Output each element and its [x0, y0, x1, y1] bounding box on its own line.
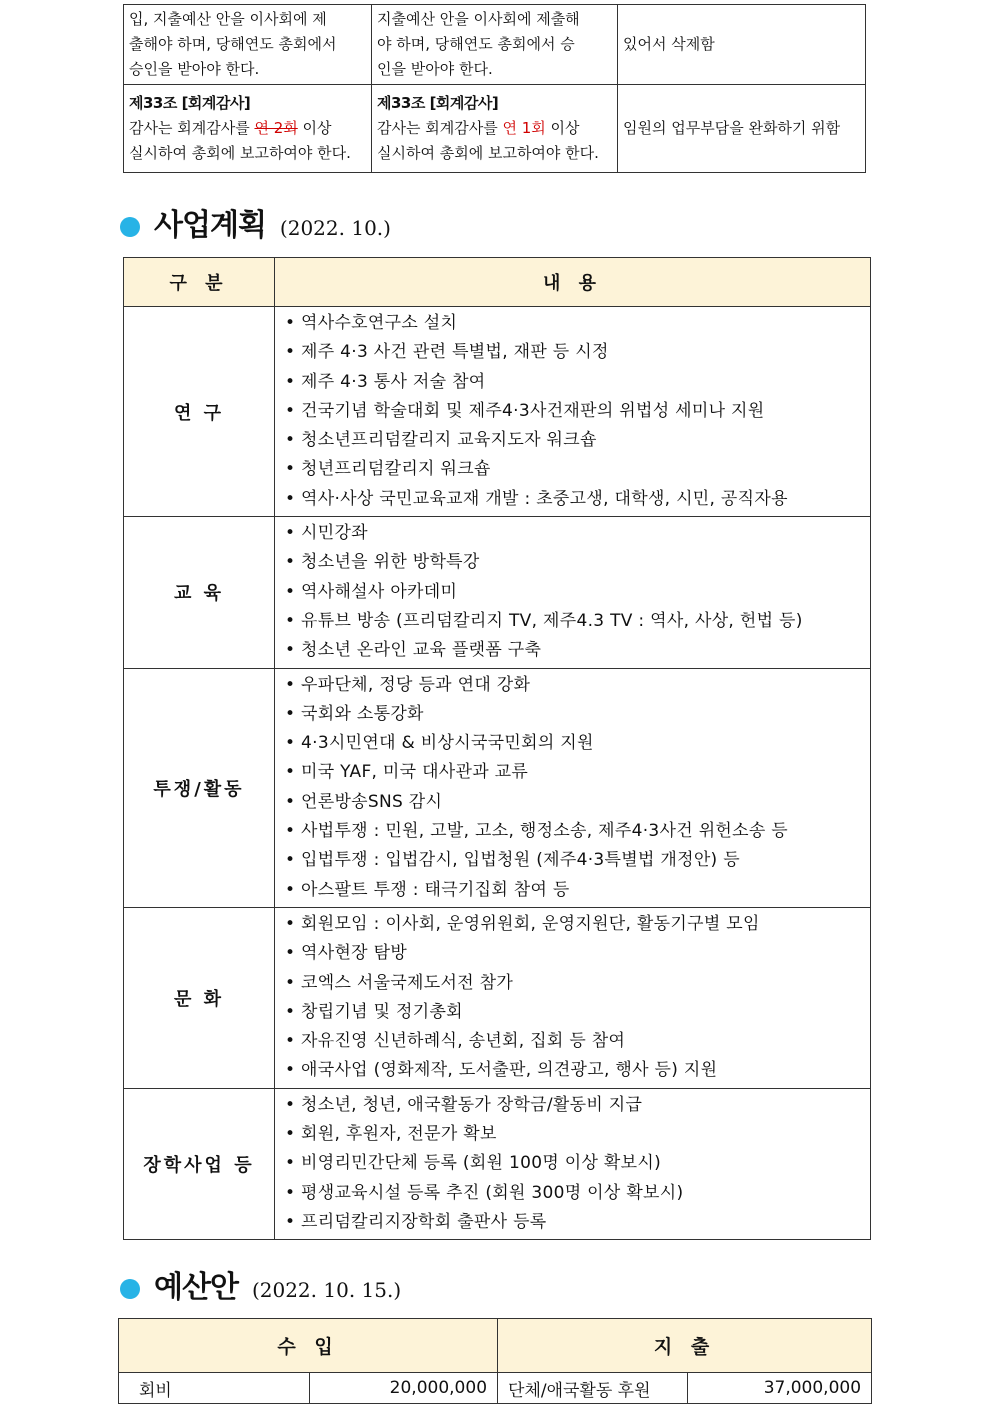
plan-items-cell [275, 668, 871, 907]
list-item: • 청소년을 위한 방학특강 [285, 548, 862, 577]
list-item: • 프리덤칼리지장학회 출판사 등록 [285, 1208, 862, 1237]
budget-section-heading [120, 1262, 401, 1306]
text-line [377, 116, 612, 141]
list-item: • 4·3시민연대 & 비상시국국민회의 지원 [285, 729, 862, 758]
list-item: • 건국기념 학술대회 및 제주4·3사건재판의 위법성 세미나 지원 [285, 397, 862, 426]
list-item: • 창립기념 및 정기총회 [285, 998, 862, 1027]
budget-table [118, 1318, 872, 1404]
text-line: 출해야 하며, 당해연도 총회에서 [129, 35, 337, 53]
plan-category: 장학사업 등 [124, 1088, 275, 1239]
list-item: • 역사현장 탐방 [285, 939, 862, 968]
text-line: 입, 지출예산 안을 이사회에 제 [129, 10, 327, 28]
plan-items-cell [275, 517, 871, 668]
plan-items-cell [275, 1088, 871, 1239]
amendment-reason: 임원의 업무부담을 완화하기 위함 [623, 119, 841, 137]
income-amount: 20,000,000 [310, 1373, 498, 1404]
text-line: 승인을 받아야 한다. [129, 60, 260, 78]
plan-row [124, 1088, 871, 1239]
plan-row [124, 668, 871, 907]
list-item: • 회원모임 : 이사회, 운영위원회, 운영지원단, 활동기구별 모임 [285, 910, 862, 939]
header-content: 내 용 [275, 258, 871, 307]
text-line: 지출예산 안을 이사회에 제출해 [377, 10, 580, 28]
section-title: 예산안 [154, 1270, 238, 1305]
list-item: • 청소년프리덤칼리지 교육지도자 워크숍 [285, 426, 862, 455]
list-item: • 역사·사상 국민교육교재 개발 : 초중고생, 대학생, 시민, 공직자용 [285, 485, 862, 514]
expense-amount: 37,000,000 [688, 1373, 872, 1404]
list-item: • 청소년, 청년, 애국활동가 장학금/활동비 지급 [285, 1091, 862, 1120]
list-item: • 코엑스 서울국제도서전 참가 [285, 969, 862, 998]
text-line: 인을 받아야 한다. [377, 60, 493, 78]
plan-item-list [285, 910, 862, 1086]
plan-row [124, 517, 871, 668]
header-category: 구 분 [124, 258, 275, 307]
text-line [129, 116, 366, 141]
plan-row [124, 307, 871, 517]
amendment-reason-cell [618, 5, 866, 85]
section-date: (2022. 10. 15.) [251, 1278, 402, 1302]
list-item: • 입법투쟁 : 입법감시, 입법청원 (제주4·3특별법 개정안) 등 [285, 846, 862, 875]
income-item: 회비 [119, 1373, 310, 1404]
amendment-table [123, 4, 866, 173]
plan-item-list [285, 519, 862, 665]
list-item: • 사법투쟁 : 민원, 고발, 고소, 행정소송, 제주4·3사건 위헌소송 등 [285, 817, 862, 846]
amendment-row [124, 5, 866, 85]
text-fragment: 감사는 회계감사를 [377, 119, 503, 137]
list-item: • 평생교육시설 등록 추진 (회원 300명 이상 확보시) [285, 1179, 862, 1208]
amendment-reason: 있어서 삭제함 [623, 35, 715, 53]
expense-header: 지 출 [498, 1319, 872, 1373]
business-plan-table [123, 257, 871, 1240]
text-line: 야 하며, 당해연도 총회에서 승 [377, 35, 575, 53]
circle-bullet-icon [120, 217, 140, 237]
list-item: • 역사수호연구소 설치 [285, 309, 862, 338]
table-header-row [124, 258, 871, 307]
text-line: 실시하여 총회에 보고하여야 한다. [129, 144, 351, 162]
section-title: 사업계획 [154, 208, 266, 243]
list-item: • 애국사업 (영화제작, 도서출판, 의견광고, 행사 등) 지원 [285, 1056, 862, 1085]
article-title: 제33조 [회계감사] [377, 94, 499, 112]
text-fragment: 감사는 회계감사를 [129, 119, 255, 137]
article-title: 제33조 [회계감사] [129, 94, 251, 112]
list-item: • 국회와 소통강화 [285, 700, 862, 729]
revised-text: 연 1회 [502, 119, 546, 137]
table-row [119, 1373, 872, 1404]
plan-category: 투쟁/활동 [124, 668, 275, 907]
list-item: • 제주 4·3 사건 관련 특별법, 재판 등 시정 [285, 338, 862, 367]
amendment-reason-cell [618, 85, 866, 173]
list-item: • 시민강좌 [285, 519, 862, 548]
amendment-row [124, 85, 866, 173]
list-item: • 유튜브 방송 (프리덤칼리지 TV, 제주4.3 TV : 역사, 사상, 헌법 등) [285, 607, 862, 636]
expense-item: 단체/애국활동 후원 [498, 1373, 688, 1404]
plan-row [124, 907, 871, 1088]
list-item: • 비영리민간단체 등록 (회원 100명 이상 확보시) [285, 1149, 862, 1178]
section-date: (2022. 10.) [279, 216, 391, 240]
plan-items-cell [275, 307, 871, 517]
list-item: • 미국 YAF, 미국 대사관과 교류 [285, 758, 862, 787]
circle-bullet-icon [120, 1279, 140, 1299]
list-item: • 회원, 후원자, 전문가 확보 [285, 1120, 862, 1149]
text-line: 실시하여 총회에 보고하여야 한다. [377, 144, 599, 162]
amendment-after-cell [372, 5, 618, 85]
list-item: • 청년프리덤칼리지 워크숍 [285, 455, 862, 484]
list-item: • 우파단체, 정당 등과 연대 강화 [285, 671, 862, 700]
plan-section-heading [120, 200, 391, 244]
list-item: • 제주 4·3 통사 저술 참여 [285, 368, 862, 397]
table-header-row [119, 1319, 872, 1373]
list-item: • 자유진영 신년하례식, 송년회, 집회 등 참여 [285, 1027, 862, 1056]
list-item: • 언론방송SNS 감시 [285, 788, 862, 817]
plan-body [124, 307, 871, 1240]
list-item: • 역사해설사 아카데미 [285, 578, 862, 607]
text-fragment: 이상 [545, 119, 580, 137]
deleted-text: 연 2회 [254, 119, 298, 137]
amendment-after-cell [372, 85, 618, 173]
plan-category: 연 구 [124, 307, 275, 517]
list-item: • 아스팔트 투쟁 : 태극기집회 참여 등 [285, 876, 862, 905]
plan-items-cell [275, 907, 871, 1088]
plan-item-list [285, 309, 862, 514]
plan-category: 교 육 [124, 517, 275, 668]
plan-category: 문 화 [124, 907, 275, 1088]
list-item: • 청소년 온라인 교육 플랫폼 구축 [285, 636, 862, 665]
plan-item-list [285, 671, 862, 905]
amendment-before-cell [124, 5, 372, 85]
plan-item-list [285, 1091, 862, 1237]
text-fragment: 이상 [297, 119, 332, 137]
income-header: 수 입 [119, 1319, 498, 1373]
amendment-before-cell [124, 85, 372, 173]
